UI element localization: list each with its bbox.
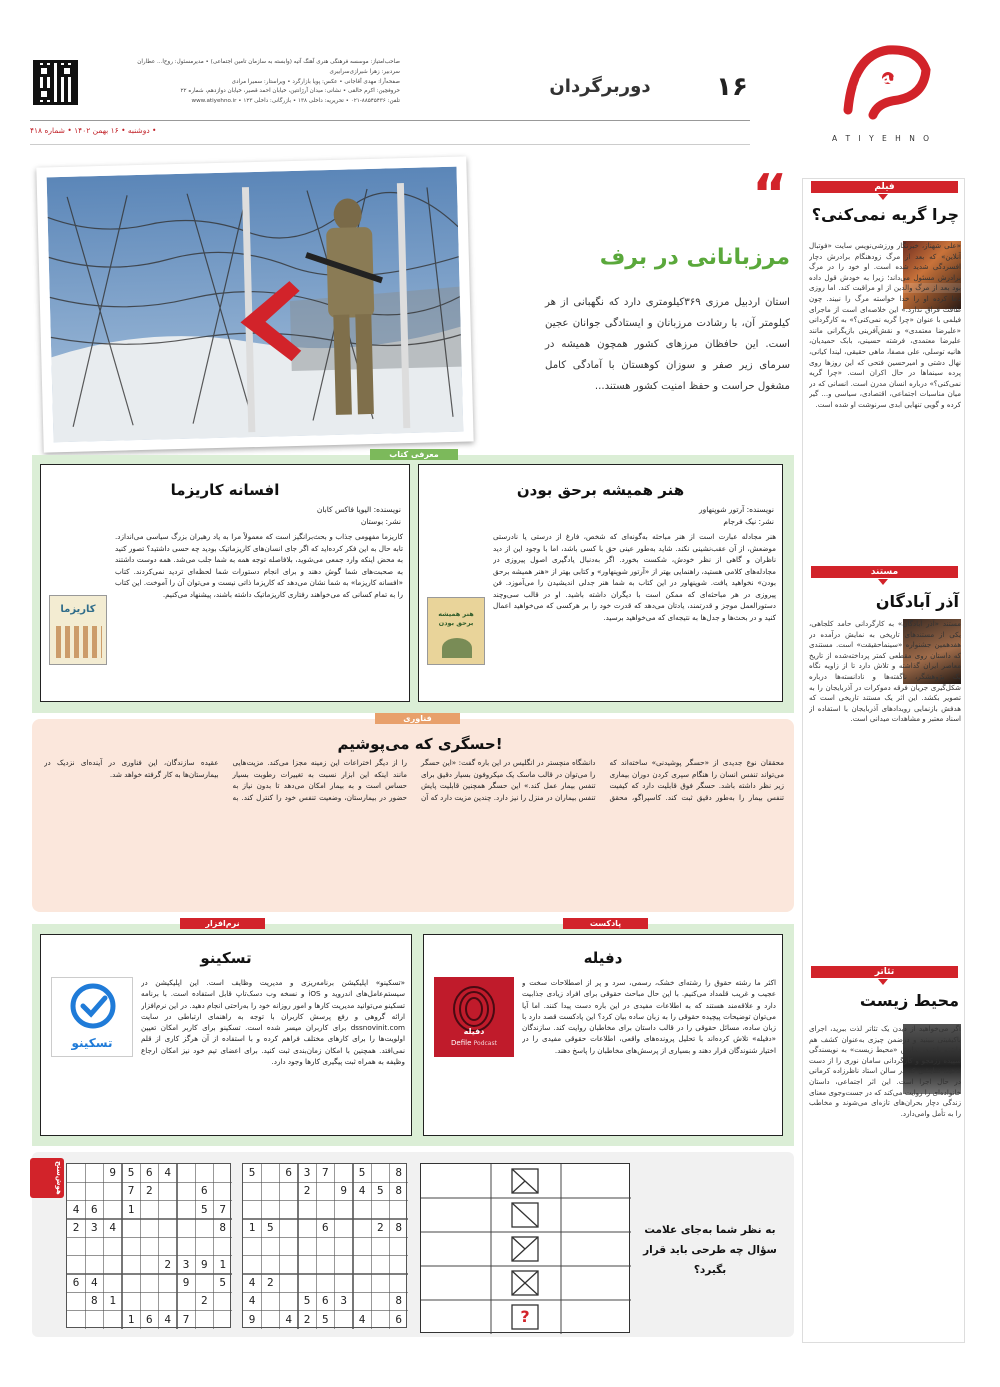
sudoku-cell: 6 [91,1202,98,1216]
sudoku-cell[interactable] [214,1292,232,1310]
chevron-down-icon [878,979,888,985]
logo-text: آتیه نو [858,64,909,88]
sudoku-cell: 5 [377,1184,384,1198]
sudoku-cell[interactable] [140,1237,158,1255]
sudoku-cell: 8 [395,1294,402,1308]
sudoku-cell: 3 [182,1257,190,1271]
page-number: ۱۶ [716,72,748,102]
section-title: دوربرگردان [549,76,651,97]
sudoku-cell[interactable] [177,1292,195,1310]
question-mark: ? [520,1307,530,1326]
sudoku-cell: 9 [182,1276,190,1289]
podcast-cover-fa: دفیله [463,1027,485,1036]
sudoku-cell[interactable] [214,1311,232,1329]
sudoku-cell[interactable] [261,1292,279,1310]
sudoku-cell[interactable] [280,1182,298,1200]
podcast-cover-en [434,1039,514,1047]
sudoku-cell[interactable] [67,1311,85,1329]
doc-body: مستند «آذر آبادگان» به کارگردانی حامد کلجاهی، یکی از مستندهای تاریخی به نمایش درآمده در هفدهمین جشنواره «سینماحقیقت» است. مستندی که داستان روی مقطعی کمتر پرداخته‌شده از تاریخ معاصر ایران گذاشته و تلاش دارد تا از زاویه نگاه یک پژوهشگر، ناگفته‌ها و نادانسته‌ها درباره شکل‌گیری جریان فرقه دموکرات در آذربایجان را به تصویر بکشد. این اثر یک مستند تاریخی است که هدفش بازنمایی رویدادهای آذربایجان با استفاده از اسناد معتبر و مشاهدات میدانی است. [809,619,961,724]
sudoku-cell: 6 [395,1312,402,1326]
sudoku-cell[interactable] [177,1237,195,1255]
sudoku-cell: 4 [72,1202,80,1216]
sudoku-cell: 4 [164,1166,171,1179]
sudoku-cell[interactable] [371,1292,389,1310]
sudoku-cell[interactable] [159,1201,177,1219]
doc-title: آذر آبادگان [875,592,959,611]
credit-line-3: صفحه‌آرا: مهدی آقاجانی • عکس: پویا بازارگرد • ویراستار: سمیرا مرادی [231,78,400,85]
sudoku-cell[interactable] [67,1164,85,1182]
sudoku-cell[interactable] [261,1237,279,1255]
lead-body: استان اردبیل مرزی ۳۶۹کیلومتری دارد که نگهبانی از هر کیلومتر آن، با رشادت مرزبانان و ایستادگی جوانان عجین است. این حافظان مرزهای کشور همچون همیشه در سرمای زیر صفر و سوزان کوهستان با آمادگی کامل مشغول حراست و حفظ امنیت کشور هستند... [545,297,790,392]
logo-latin: A T I Y E H N O [832,134,933,143]
sudoku-cell[interactable] [390,1201,408,1219]
sudoku-cell: 7 [219,1202,226,1216]
sudoku-cell[interactable] [335,1201,353,1219]
sudoku-cell[interactable] [104,1201,122,1219]
sudoku-cell: 7 [182,1312,190,1326]
tech-body: محققان نوع جدیدی از «حسگر پوشیدنی» ساخته‌اند که می‌تواند تنفس انسان را هنگام سپری کردن دوران بیماری زیر نظر داشته باشد. حسگر فوق قابلیت دارد که کیفیت تنفس بیمار را به‌طور دقیق ثبت کند. کاسپراگو، محقق دانشگاه منچستر در انگلیس در این باره گفت: «این حسگر را می‌توان در قالب ماسک یک میکروفون بسیار دقیق برای تنفس بیمار عمل کند.» این حسگر همچنین قابلیت پایش تنفس بیماران در منزل را نیز دارد. چندین مزیت دارد که آن را از دیگر اختراعات این زمینه مجزا می‌کند. مزیت‌هایی مانند اینکه این ابزار نسبت به تغییرات رطوبت بسیار حساس است و به بیمار امکان می‌دهد تا بدون نیاز به حضور در بیمارستان، وضعیت تنفس خود را کنترل کند. به عقیده سازندگان، این فناوری در آینده‌ای نزدیک در بیمارستان‌ها به کار گرفته خواهد شد. [44,758,784,802]
book1-body: هنر مجادله عبارت است از هنر مباحثه به‌گونه‌ای که شخص، فارغ از درستی یا نادرستی موضعش، از آن عقب‌نشینی نکند. شاید به‌طور عینی حق با کسی باشد، اما با وجود این از دید ناظران و گاهی از نظر خودش، شکست بخورد. اگر به‌دنبال یادگیری اصول پیروزی در مجادله‌های کلامی هستید، راهنمایی بهتر از «آرتور شوپنهاور» و کتابی بهتر از «هنر همیشه برحق بودن» نخواهید یافت. شوپنهاور در این کتاب به شما هنر جدلی اندیشیدن را می‌آموزد. فن پیروزی در هر مباحثه‌ای که ممکن است با دیگران داشته باشید. او در قالب سی‌وچند دستورالعمل موجز و قدرتمند، یادتان می‌دهد که قدرت خود را بر هرکسی که می‌خواهید اعمال کنید و در بحث‌ها و جدل‌ها به نتیجه‌ای که می‌خواهید برسید. [493,532,776,622]
film-tag: فیلم [811,181,958,193]
sudoku-cell: 8 [395,1184,402,1198]
tech-tag: فناوری [375,713,460,724]
sudoku-cell[interactable] [261,1256,279,1274]
sudoku-cell[interactable] [104,1311,122,1329]
sudoku-cell[interactable] [214,1237,232,1255]
sudoku-cell[interactable] [140,1292,158,1310]
sudoku-cell[interactable] [104,1237,122,1255]
sudoku-cell[interactable] [298,1274,316,1292]
book2-cover-title: کاریزما [60,604,96,615]
sudoku-cell[interactable] [104,1182,122,1200]
sudoku-cell: 2 [303,1184,311,1198]
lead-photo [36,156,473,452]
theater-title: محیط زیست [859,991,959,1010]
sudoku-cell[interactable] [122,1292,140,1310]
sudoku-cell[interactable] [195,1164,213,1182]
sudoku-cell[interactable] [335,1256,353,1274]
sudoku-cell[interactable] [159,1237,177,1255]
sudoku-cell[interactable] [243,1201,261,1219]
header-rule-2 [30,144,750,145]
sudoku-cell: 4 [91,1276,98,1289]
sudoku-cell: 2 [377,1221,384,1234]
sudoku-cell[interactable] [195,1311,213,1329]
app-logo [51,977,133,1057]
sudoku-cell: 4 [358,1184,366,1198]
book2-title: افسانه کاریزما [170,481,280,499]
masthead-logo [828,40,948,150]
sudoku-cell: 1 [248,1221,256,1234]
sudoku-cell: 5 [219,1276,226,1289]
sudoku-cell: 5 [127,1166,135,1179]
book1-author: نویسنده: آرتور شوپنهاور [699,505,774,514]
sudoku-cell[interactable] [85,1256,103,1274]
podcast-cover-sub: Podcast [473,1040,497,1047]
sudoku-cell[interactable] [214,1182,232,1200]
fingerprint-icon [434,981,514,1031]
sudoku-cell[interactable] [140,1274,158,1292]
lead-photo-image [47,167,464,443]
podcast-title: دفیله [583,949,623,967]
credit-line-2: سردبیر: زهرا شیرازی‌سرابیری [329,68,400,75]
sudoku-cell[interactable] [159,1219,177,1237]
sudoku-cell[interactable] [122,1274,140,1292]
sudoku-cell[interactable] [195,1274,213,1292]
sudoku-cell[interactable] [243,1182,261,1200]
sudoku-cell[interactable] [195,1219,213,1237]
sudoku-cell: 5 [303,1294,311,1308]
sudoku-cell: 2 [267,1276,274,1289]
sudoku-cell[interactable] [353,1292,371,1310]
sudoku-cell[interactable] [371,1274,389,1292]
sudoku-cell: 2 [72,1221,80,1234]
sudoku-cell: 1 [109,1294,116,1308]
sudoku-cell: 6 [146,1166,153,1179]
sudoku-cell[interactable] [85,1311,103,1329]
sudoku-cell[interactable] [122,1256,140,1274]
book2-author: نویسنده: الیویا فاکس کابان [316,505,401,514]
sudoku-cell[interactable] [261,1201,279,1219]
podcast-body: اکثر ما رشته حقوق را رشته‌ای خشک، رسمی، سرد و پر از اصطلاحات سخت و عجیب و غریب قلمداد می‌کنیم. با این حال مباحث حقوقی برای افراد زیادی جذابیت دارد و علاقه‌مند هستند که به اطلاعات مفیدی در این باره دست پیدا کنند. اما آیا می‌توان توضیحات پیچیده حقوقی را به زبان ساده بیان کرد؟ این پادکست قصد دارد با زبان ساده، مسائل حقوقی را در قالب داستان برای مخاطبان روایت کند. سازندگان «دفیله» تلاش کرده‌اند با تحلیل پرونده‌های واقعی، اطلاعات حقوقی مفیدی را در اختیار شنوندگان قرار دهند و بسیاری از پرسش‌های مخاطبان را پاسخ دهند. [522,978,776,1055]
tech-title: حسگری که می‌پوشیم! [337,735,503,753]
sudoku-cell: 5 [267,1221,274,1234]
puzzle-tag: هوش‌سنج [30,1158,64,1198]
credit-line-5: تلفن: ۸۸۵۴۵۴۳۶-۰۲۱ • تحریریه: داخلی ۱۳۸ • بازرگانی: داخلی ۱۲۳ • www.atiyehno.ir [191,98,400,105]
app-title: تسکینو [200,949,252,967]
sudoku-cell[interactable] [298,1256,316,1274]
sudoku-cell[interactable] [298,1237,316,1255]
sudoku-cell: 6 [285,1166,292,1179]
lead-title: مرزبانانی در برف [599,245,790,270]
sudoku-cell: 2 [201,1294,208,1308]
quote-mark-icon: “ [752,163,788,226]
sudoku-cell[interactable] [85,1237,103,1255]
sudoku-cell: 4 [109,1221,116,1234]
book2-body: کاریزما مفهومی جذاب و بحث‌برانگیز است که معمولاً مرا به یاد رهبران بزرگ سیاسی می‌اندازد. تابه حال به این فکر کرده‌اید که اگر جای انسان‌های کاریزماتیک بودید چه حسی داشتید؟ تصور کنید به محض اینکه وارد جمعی می‌شوید، بلافاصله توجه همه به شما جلب می‌شد. همه دوست داشتند به صحبت‌های شما گوش دهند و برای انجام دستورات شما لحظه‌ای تردید نمی‌کردند. کتاب «افسانه کاریزما» به شما نشان می‌دهد که کاریزما ذاتی نیست و می‌توان آن را آموخت. این کتاب را به تمام کسانی که می‌خواهند رفتاری کاریزماتیک داشته باشند، پیشنهاد می‌کنیم. [115,532,403,599]
book1-box [418,464,783,702]
sudoku-cell[interactable] [390,1256,408,1274]
book2-box [40,464,410,702]
book1-cover [427,597,485,665]
podcast-cover [434,977,514,1057]
sudoku-cell: 2 [303,1312,311,1326]
sudoku-cell[interactable] [335,1237,353,1255]
sudoku-cell[interactable] [104,1274,122,1292]
sudoku-cell: 8 [395,1221,402,1234]
sudoku-cell[interactable] [104,1256,122,1274]
sudoku-cell[interactable] [371,1256,389,1274]
theater-tag: تئاتر [811,966,958,978]
sudoku-cell[interactable] [67,1292,85,1310]
sudoku-cell[interactable] [316,1274,334,1292]
sudoku-cell: 4 [358,1312,366,1326]
credit-line-1: صاحب‌امتیاز: موسسه فرهنگی هنری آهنگ آتیه (وابسته به سازمان تامین اجتماعی) • مدیرمسئول: روح‌ا... عطاران [137,59,400,65]
app-tag: نرم‌افزار [180,918,265,929]
sudoku-cell: 3 [303,1166,311,1179]
sudoku-cell[interactable] [214,1164,232,1182]
sudoku-cell: 4 [248,1276,256,1289]
sudoku-cell: 8 [219,1221,226,1234]
sudoku-cell: 9 [109,1166,116,1179]
podcast-box [423,934,783,1136]
sudoku-cell[interactable] [67,1237,85,1255]
books-tag: معرفی کتاب [370,449,458,460]
sudoku-cell[interactable] [353,1274,371,1292]
sudoku-cell[interactable] [243,1237,261,1255]
sudoku-cell[interactable] [261,1164,279,1182]
sudoku-cell[interactable] [280,1292,298,1310]
sudoku-cell: 6 [146,1312,153,1326]
sudoku-cell: 1 [127,1202,135,1216]
sudoku-cell[interactable] [353,1201,371,1219]
podcast-cover-en-text: Defile [451,1039,472,1047]
sudoku-cell[interactable] [353,1237,371,1255]
sudoku-grid-1[interactable] [66,1163,231,1328]
sudoku-cell[interactable] [280,1274,298,1292]
sudoku-cell[interactable] [316,1256,334,1274]
credits-block [120,58,400,107]
sudoku-cell: 9 [340,1184,347,1198]
book2-publisher: نشر: بوستان [360,517,401,526]
sudoku-cell: 3 [91,1221,98,1234]
sudoku-cell[interactable] [371,1164,389,1182]
sudoku-cell[interactable] [261,1311,279,1329]
sudoku-cell[interactable] [335,1274,353,1292]
sudoku-cell[interactable] [177,1164,195,1182]
sudoku-cell[interactable] [140,1219,158,1237]
puzzle-question: به نظر شما به‌جای علامت سؤال چه طرحی باید قرار بگیرد؟ [643,1224,777,1276]
sudoku-cell: 3 [340,1294,347,1308]
sudoku-cell[interactable] [353,1256,371,1274]
sudoku-cell[interactable] [67,1182,85,1200]
sudoku-cell[interactable] [390,1237,408,1255]
sudoku-cell: 4 [285,1312,292,1326]
sudoku-cell[interactable] [316,1201,334,1219]
sudoku-cell: 6 [322,1294,329,1308]
sudoku-cell[interactable] [298,1219,316,1237]
sudoku-cell: 9 [248,1312,256,1326]
qr-code[interactable] [33,60,78,105]
sudoku-cell[interactable] [159,1292,177,1310]
sudoku-cell[interactable] [335,1164,353,1182]
sudoku-cell[interactable] [280,1237,298,1255]
sudoku-cell: 2 [146,1184,153,1198]
sudoku-cell: 4 [164,1312,171,1326]
app-body: «تسکینو» اپلیکیشن برنامه‌ریزی و مدیریت وظایف است. این اپلیکیشن در سیستم‌عامل‌های اندروید و iOS و نسخه وب دسک‌تاپ قابل استفاده است. با برنامه تسکینو می‌توانید مدیریت کارها و امور روزانه خود را به‌راحتی انجام دهید. در این نرم‌افزار ارائه گروهی و رفع پرسش کاربران با توجه به راهنمای ارتباطی در سایت dssnovinit.com برای کاربران میسر شده است. تسکینو برای کاربر امکان تعیین اولویت‌ها را برای کارهای مختلف فراهم کرده و با استفاده از آن هرگز کاری از قلم نمی‌افتد. همچنین با امکان زمان‌بندی ثبت کنید. برای اعضای تیم خود نیز امکان ارجاع وظیفه به همراه ثبت پیگیری کارها وجود دارد. [141,978,405,1067]
sudoku-cell[interactable] [353,1219,371,1237]
sudoku-cell[interactable] [280,1201,298,1219]
sudoku-cell[interactable] [67,1256,85,1274]
book1-cover-title: هنر همیشه برحق بودن [438,610,474,627]
sudoku-cell: 4 [248,1294,256,1308]
sudoku-cell: 5 [201,1202,208,1216]
sudoku-cell[interactable] [195,1237,213,1255]
book2-cover [49,595,107,665]
sidebar [802,178,965,1343]
sudoku-cell: 6 [201,1184,208,1198]
pattern-puzzle [420,1163,630,1333]
sudoku-cell[interactable] [280,1256,298,1274]
book1-publisher: نشر: نیک فرجام [723,517,774,526]
sudoku-cell[interactable] [371,1237,389,1255]
sudoku-cell: 8 [91,1294,98,1308]
sudoku-cell[interactable] [371,1201,389,1219]
sudoku-cell[interactable] [85,1182,103,1200]
sudoku-cell: 1 [127,1312,135,1326]
sudoku-cell: 7 [322,1166,329,1179]
sudoku-cell[interactable] [122,1219,140,1237]
sudoku-cell[interactable] [243,1256,261,1274]
podcast-tag: پادکست [563,918,648,929]
chevron-down-icon [878,194,888,200]
sudoku-cell: 5 [322,1312,329,1326]
film-title: چرا گریه نمی‌کنی؟ [811,205,959,224]
sudoku-cell: 7 [127,1184,135,1198]
sudoku-cell[interactable] [177,1219,195,1237]
sudoku-cell[interactable] [159,1274,177,1292]
sudoku-cell[interactable] [140,1256,158,1274]
sudoku-cell[interactable] [298,1201,316,1219]
app-box [40,934,412,1136]
sudoku-cell[interactable] [316,1237,334,1255]
credit-line-4: حروفچین: اکرم خالقی • نشانی: میدان آرژانتین، خیابان احمد قصیر، خیابان دوازدهم، شماره ۲۲ [180,88,400,95]
sudoku-cell[interactable] [316,1182,334,1200]
sudoku-cell: 9 [201,1257,208,1271]
check-icon [52,978,134,1034]
app-logo-text: تسکینو [71,1036,113,1050]
issue-line: • دوشنبه • ۱۶ بهمن ۱۴۰۲ • شماره ۴۱۸ [30,126,157,135]
sudoku-cell: 2 [164,1257,171,1271]
sudoku-cell: 6 [322,1221,329,1234]
sudoku-cell[interactable] [177,1182,195,1200]
sudoku-cell[interactable] [122,1237,140,1255]
sudoku-cell: 8 [395,1166,402,1179]
theater-body: اگر می‌خواهید از دیدن یک تئاتر لذت ببرید، اجرای باکیفیتی ببینید و درضمن چیزی به‌عنوان کشف هم داشته باشید، نمایش «محیط زیست» به نویسندگی سپیده رزمجو و کارگردانی سامان نوری را از دست ندهید. نمایشی که در سالن استاد ناظرزاده کرمانی در حال اجرا است. این اثر اجتماعی، داستان خانواده‌ای را روایت می‌کند که در جست‌وجوی معنای زندگی دچار بحران‌های تازه‌ای می‌شوند و مخاطب را به تأمل وامی‌دارد. [809,1024,961,1118]
sudoku-cell[interactable] [261,1182,279,1200]
sudoku-cell: 5 [248,1166,256,1179]
sudoku-grid-2[interactable] [242,1163,407,1328]
sudoku-cell: 1 [219,1257,226,1271]
sudoku-cell[interactable] [335,1219,353,1237]
sudoku-cell[interactable] [335,1311,353,1329]
sudoku-cell[interactable] [85,1164,103,1182]
sudoku-cell[interactable] [177,1201,195,1219]
header-rule [30,120,750,121]
book1-title: هنر همیشه برحق بودن [516,481,685,499]
film-body: «علی شهناز، خبرنگار ورزشی‌نویس سایت «فوتبال آنلاین» که بعد از مرگ زودهنگام برادرش دچار افسردگی شدید شده است. او خود را در مرگ برادرش مسئول می‌داند؛ زیرا به خودش قول داده بود بعد از مرگ والدین از او مراقبت کند. اما روزی دعا کرده او را خدا خواسته مرگ را نبیند. چون طاقت فراق ندارد.» این خلاصه‌ای است از ماجرای فیلمی با عنوان «چرا گریه نمی‌کنی؟» به کارگردانی «علیرضا معتمدی» و نقش‌آفرینی بازیگرانی مانند علیرضا معتمدی، فرشته حسینی، بابک حمیدیان، هانیه توسلی، علی مصفا، ماهی حقیقی، لیندا کیانی، نهال دشتی و امیرحسین فتحی که این روزها روی پرده سینماها در حال اکران است. «چرا گریه نمی‌کنی؟» درباره انسان مدرن است. انسانی که در میان مناسبات اجتماعی، اقتصادی، سیاسی و... گیر کرده و گویی تنهایی ابدی سرنوشت او شده است. [809,241,961,409]
sudoku-cell[interactable] [280,1219,298,1237]
sudoku-cell[interactable] [390,1274,408,1292]
sudoku-cell: 5 [358,1166,366,1179]
doc-tag: مستند [811,566,958,578]
sudoku-cell: 6 [72,1276,80,1289]
chevron-down-icon [878,579,888,585]
sudoku-cell[interactable] [371,1311,389,1329]
sudoku-cell[interactable] [159,1182,177,1200]
sudoku-cell[interactable] [140,1201,158,1219]
